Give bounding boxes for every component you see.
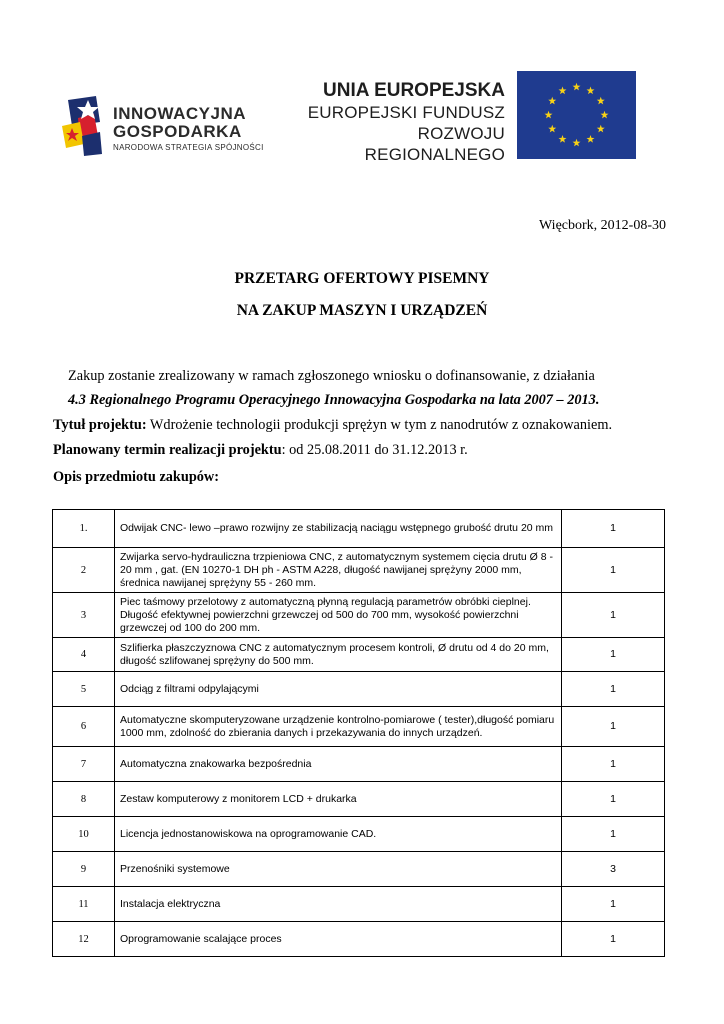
item-number: 12 bbox=[53, 922, 115, 957]
logo-right-line2: EUROPEJSKI FUNDUSZ bbox=[307, 103, 505, 122]
document-date: Więcbork, 2012-08-30 bbox=[539, 218, 666, 233]
table-row bbox=[53, 548, 665, 593]
eu-fund-label bbox=[300, 80, 505, 165]
item-description: Odwijak CNC- lewo –prawo rozwijny ze stabilizacją naciągu wstępnego grubość drutu 20 mm bbox=[115, 510, 562, 548]
item-description: Odciąg z filtrami odpylającymi bbox=[115, 672, 562, 707]
document-title-line1: PRZETARG OFERTOWY PISEMNY bbox=[234, 270, 490, 287]
logo-left-line3: NARODOWA STRATEGIA SPÓJNOŚCI bbox=[113, 143, 264, 152]
item-number: 1. bbox=[53, 510, 115, 548]
item-number: 5 bbox=[53, 672, 115, 707]
item-description: Oprogramowanie scalające proces bbox=[115, 922, 562, 957]
item-quantity: 1 bbox=[562, 747, 665, 782]
item-number: 11 bbox=[53, 887, 115, 922]
item-number: 4 bbox=[53, 638, 115, 672]
project-title-value: Wdrożenie technologii produkcji sprężyn w tym z nanodrutów z oznakowaniem. bbox=[146, 417, 613, 433]
project-term-line bbox=[53, 441, 468, 459]
table-row bbox=[53, 782, 665, 817]
project-title-label: Tytuł projektu: bbox=[53, 417, 147, 433]
item-description: Zestaw komputerowy z monitorem LCD + drukarka bbox=[115, 782, 562, 817]
item-number: 7 bbox=[53, 747, 115, 782]
item-number: 9 bbox=[53, 852, 115, 887]
item-description: Licencja jednostanowiskowa na oprogramowanie CAD. bbox=[115, 817, 562, 852]
item-description: Piec taśmowy przelotowy z automatyczną płynną regulacją parametrów obróbki cieplnej. Długość efektywnej powierzchni grzewczej od 500 do 700 mm, wysokość powierzchni grzewczej od 100 do 200 mm. bbox=[115, 593, 562, 638]
table-row bbox=[53, 593, 665, 638]
item-quantity: 1 bbox=[562, 593, 665, 638]
item-quantity: 1 bbox=[562, 887, 665, 922]
item-quantity: 1 bbox=[562, 707, 665, 747]
item-number: 10 bbox=[53, 817, 115, 852]
item-quantity: 1 bbox=[562, 817, 665, 852]
item-quantity: 1 bbox=[562, 782, 665, 817]
item-quantity: 1 bbox=[562, 548, 665, 593]
item-quantity: 1 bbox=[562, 510, 665, 548]
item-quantity: 1 bbox=[562, 672, 665, 707]
item-description: Zwijarka servo-hydrauliczna trzpieniowa CNC, z automatycznym systemem cięcia drutu Ø 8 - 20 mm , gat. (EN 10270-1 DH ph - ASTM A228, długość nawijanej sprężyny 2000 mm, średnica nawijanej sprężyny 55 - 260 mm. bbox=[115, 548, 562, 593]
table-row bbox=[53, 747, 665, 782]
logo-right-line3: ROZWOJU REGIONALNEGO bbox=[364, 124, 505, 164]
table-row bbox=[53, 672, 665, 707]
project-title-line bbox=[53, 416, 612, 434]
item-number: 6 bbox=[53, 707, 115, 747]
item-description: Automatyczne skomputeryzowane urządzenie kontrolno-pomiarowe ( tester),długość pomiaru 1000 mm, zdolność do zbierania danych i przekazywania do innych urządzeń. bbox=[115, 707, 562, 747]
item-description: Instalacja elektryczna bbox=[115, 887, 562, 922]
document-title-line2: NA ZAKUP MASZYN I URZĄDZEŃ bbox=[236, 302, 488, 319]
logo-left-line2: GOSPODARKA bbox=[113, 122, 242, 141]
program-reference: 4.3 Regionalnego Programu Operacyjnego Innowacyjna Gospodarka na lata 2007 – 2013. bbox=[68, 392, 600, 408]
table-row bbox=[53, 817, 665, 852]
item-number: 2 bbox=[53, 548, 115, 593]
item-description: Szlifierka płaszczyznowa CNC z automatycznym procesem kontroli, Ø drutu od 4 do 20 mm, długość szlifowanej sprężyny do 500 mm. bbox=[115, 638, 562, 672]
items-table bbox=[52, 509, 665, 957]
logo-left-line1: INNOWACYJNA bbox=[113, 104, 247, 123]
item-quantity: 1 bbox=[562, 922, 665, 957]
item-description: Automatyczna znakowarka bezpośrednia bbox=[115, 747, 562, 782]
table-row bbox=[53, 638, 665, 672]
project-term-label: Planowany termin realizacji projektu bbox=[53, 442, 282, 458]
table-row bbox=[53, 510, 665, 548]
logo-right-line1: UNIA EUROPEJSKA bbox=[323, 80, 505, 101]
table-row bbox=[53, 852, 665, 887]
table-row bbox=[53, 922, 665, 957]
item-number: 3 bbox=[53, 593, 115, 638]
intro-paragraph: Zakup zostanie zrealizowany w ramach zgłoszonego wniosku o dofinansowanie, z działania bbox=[68, 368, 595, 384]
eu-flag-icon bbox=[517, 71, 636, 159]
item-number: 8 bbox=[53, 782, 115, 817]
item-quantity: 3 bbox=[562, 852, 665, 887]
project-term-value: : od 25.08.2011 do 31.12.2013 r. bbox=[281, 442, 468, 458]
item-quantity: 1 bbox=[562, 638, 665, 672]
table-row bbox=[53, 707, 665, 747]
table-row bbox=[53, 887, 665, 922]
innowacyjna-gospodarka-wordmark bbox=[113, 105, 264, 152]
items-heading: Opis przedmiotu zakupów: bbox=[53, 469, 220, 485]
item-description: Przenośniki systemowe bbox=[115, 852, 562, 887]
